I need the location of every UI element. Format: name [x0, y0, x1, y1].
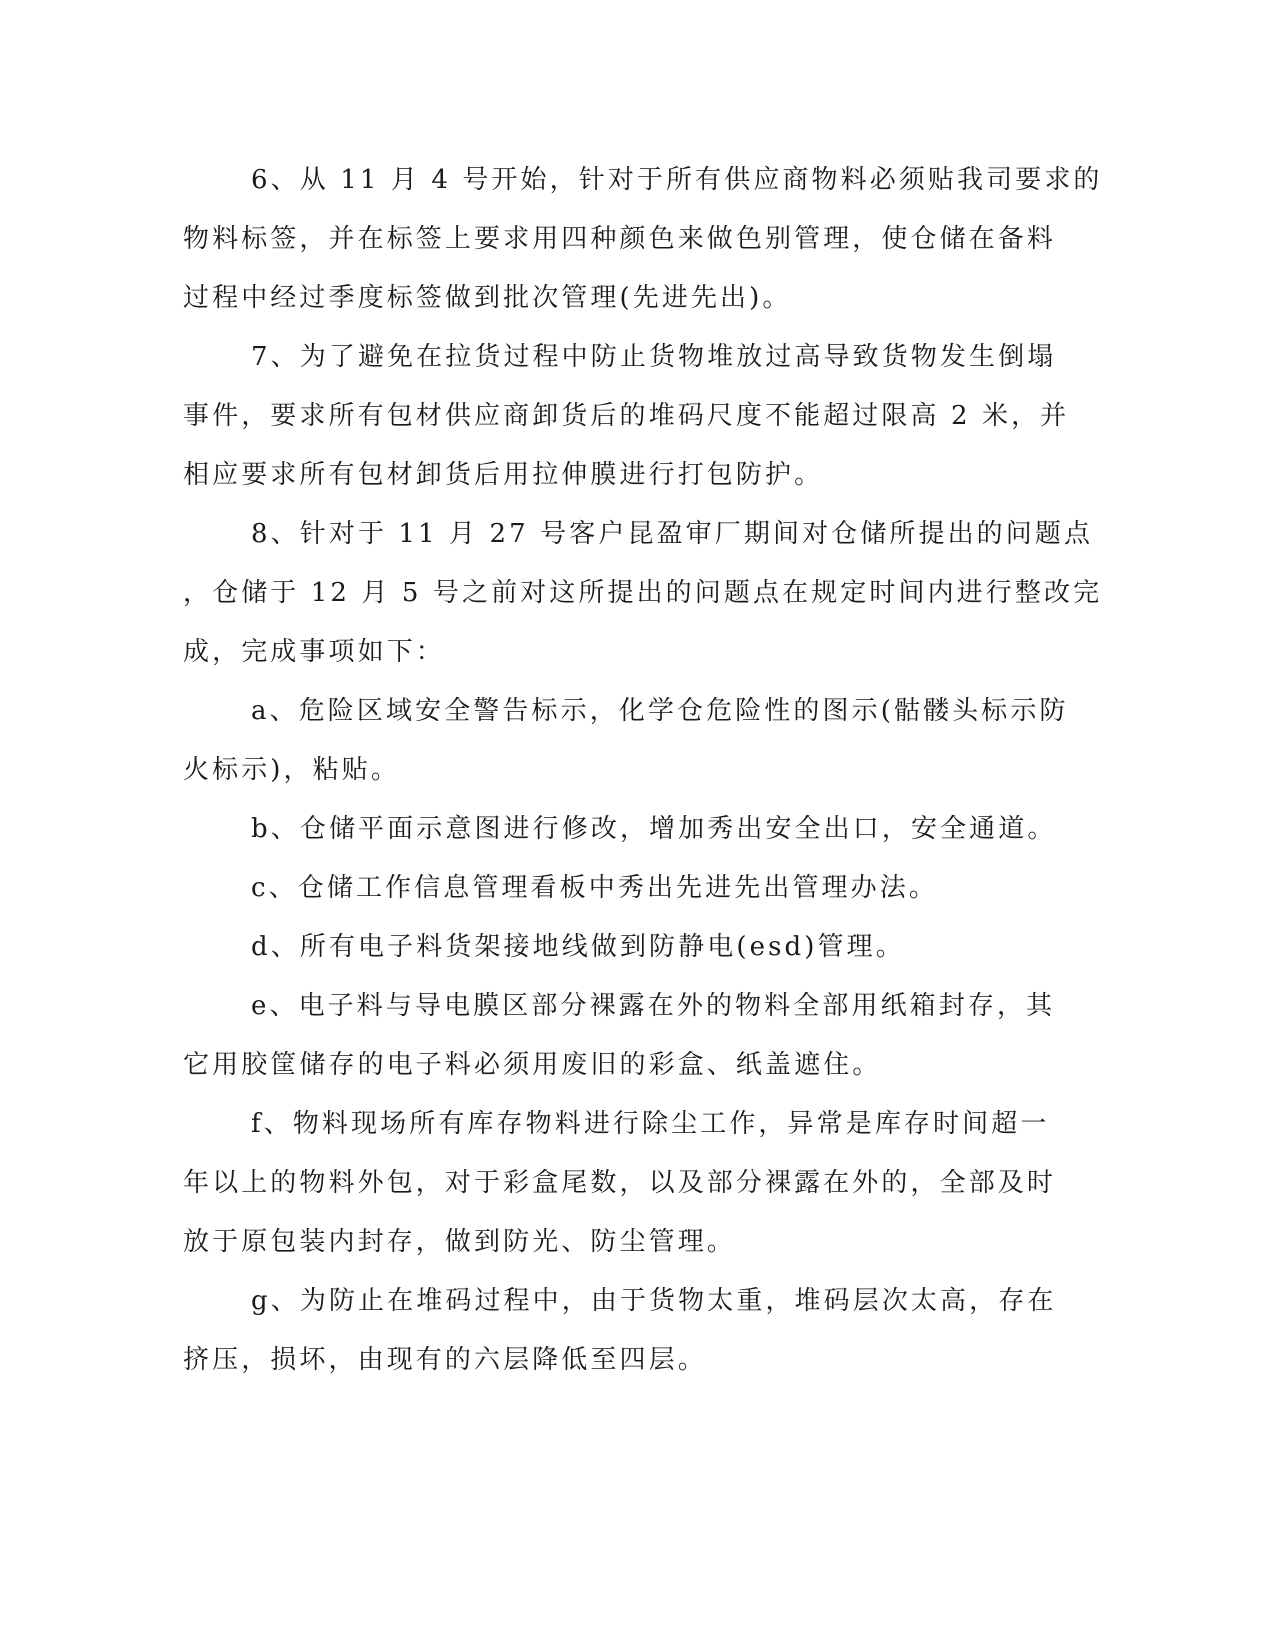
paragraph-a-line-2: 火标示)，粘贴。	[183, 755, 400, 785]
paragraph-f-line-2: 年以上的物料外包，对于彩盒尾数，以及部分裸露在外的，全部及时	[183, 1168, 1057, 1198]
paragraph-f-line-1: f、物料现场所有库存物料进行除尘工作，异常是库存时间超一	[251, 1109, 1050, 1139]
paragraph-6-line-3: 过程中经过季度标签做到批次管理(先进先出)。	[183, 283, 792, 313]
paragraph-7-line-2: 事件，要求所有包材供应商卸货后的堆码尺度不能超过限高 2 米，并	[183, 401, 1070, 431]
paragraph-8-line-1: 8、针对于 11 月 27 号客户昆盈审厂期间对仓储所提出的问题点	[251, 519, 1094, 549]
paragraph-b-line-1: b、仓储平面示意图进行修改，增加秀出安全出口，安全通道。	[251, 814, 1057, 844]
paragraph-e-line-1: e、电子料与导电膜区部分裸露在外的物料全部用纸箱封存，其	[251, 991, 1056, 1021]
paragraph-e-line-2: 它用胶筐储存的电子料必须用废旧的彩盒、纸盖遮住。	[183, 1050, 882, 1080]
paragraph-6-line-2: 物料标签，并在标签上要求用四种颜色来做色别管理，使仓储在备料	[183, 224, 1057, 254]
paragraph-7-line-3: 相应要求所有包材卸货后用拉伸膜进行打包防护。	[183, 460, 824, 490]
paragraph-g-line-2: 挤压，损坏，由现有的六层降低至四层。	[183, 1345, 707, 1375]
paragraph-7-line-1: 7、为了避免在拉货过程中防止货物堆放过高导致货物发生倒塌	[251, 342, 1057, 372]
paragraph-6-line-1: 6、从 11 月 4 号开始，针对于所有供应商物料必须贴我司要求的	[251, 165, 1103, 195]
paragraph-a-line-1: a、危险区域安全警告标示，化学仓危险性的图示(骷髅头标示防	[251, 696, 1069, 726]
paragraph-d-line-1: d、所有电子料货架接地线做到防静电(esd)管理。	[251, 932, 905, 962]
paragraph-c-line-1: c、仓储工作信息管理看板中秀出先进先出管理办法。	[251, 873, 938, 903]
paragraph-8-line-2: ，仓储于 12 月 5 号之前对这所提出的问题点在规定时间内进行整改完	[183, 578, 1103, 608]
paragraph-8-line-3: 成，完成事项如下：	[183, 637, 445, 667]
paragraph-g-line-1: g、为防止在堆码过程中，由于货物太重，堆码层次太高，存在	[251, 1286, 1057, 1316]
paragraph-f-line-3: 放于原包装内封存，做到防光、防尘管理。	[183, 1227, 736, 1257]
